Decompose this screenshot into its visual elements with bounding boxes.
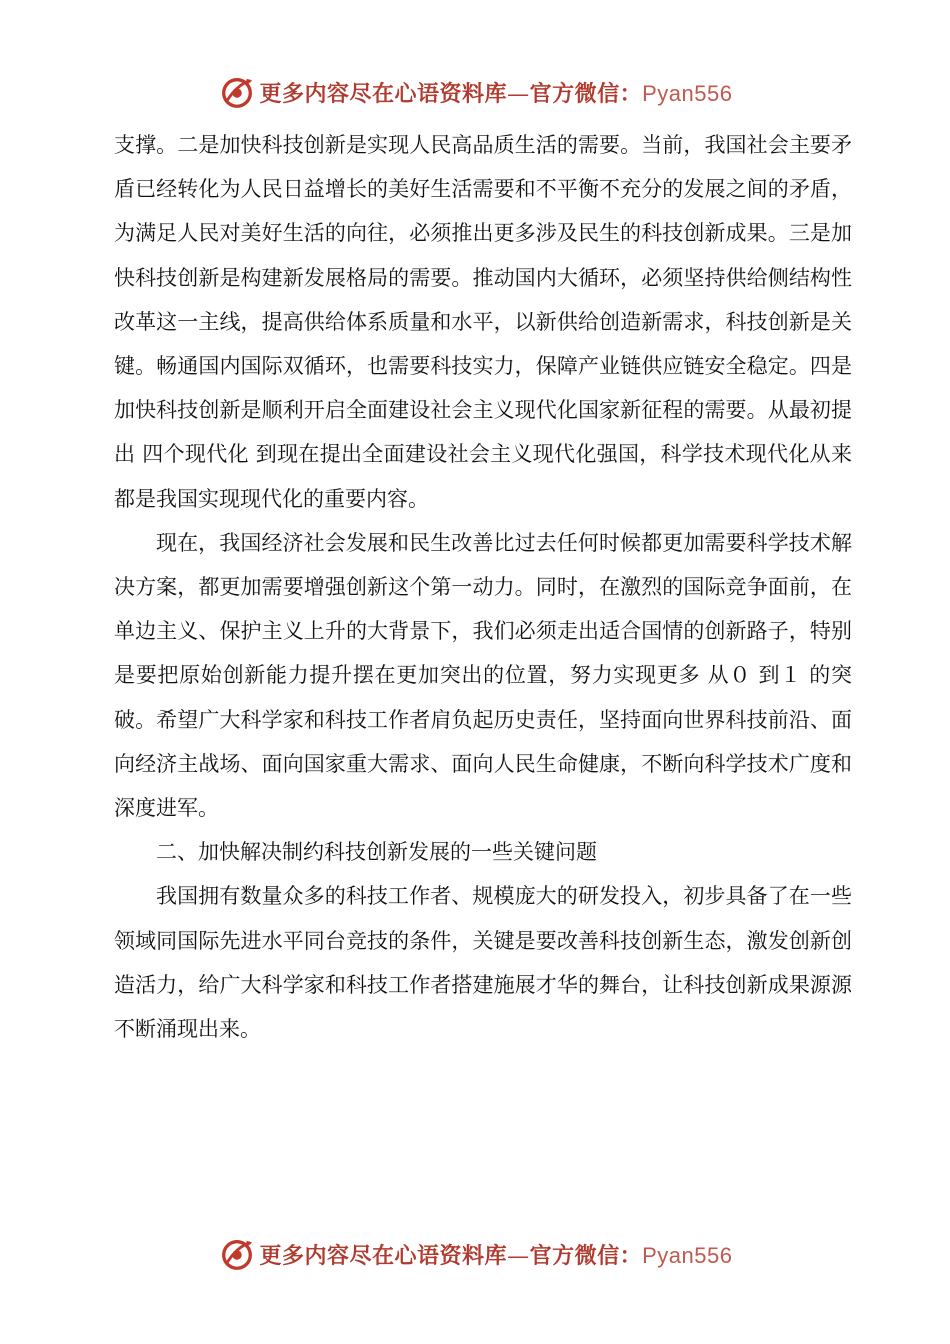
footer-banner-dash: — (507, 1243, 530, 1269)
logo-icon (218, 1235, 256, 1273)
header-banner-text (260, 77, 733, 108)
document-body (114, 123, 852, 1051)
footer-banner-text (260, 1239, 733, 1270)
header-banner-dash: — (507, 81, 530, 107)
paragraph-3: 我国拥有数量众多的科技工作者、规模庞大的研发投入，初步具备了在一些领域同国际先进水平同台竞技的条件，关键是要改善科技创新生态，激发创新创造活力，给广大科学家和科技工作者搭建施展才华的舞台，让科技创新成果源源不断涌现出来。 (114, 884, 852, 1042)
paragraph-2: 现在，我国经济社会发展和民生改善比过去任何时候都更加需要科学技术解决方案，都更加需要增强创新这个第一动力。同时，在激烈的国际竞争面前，在单边主义、保护主义上升的大背景下，我们必须走出适合国情的创新路子，特别是要把原始创新能力提升摆在更加突出的位置，努力实现更多 从０ 到１ 的突破。希望广大科学家和科技工作者肩负起历史责任，坚持面向世界科技前沿、面向经济主战场、面向国家重大需求、面向人民生命健康，不断向科学技术广度和深度进军。 (114, 530, 852, 821)
header-banner-wechat-label: 官方微信： (529, 80, 643, 107)
footer-banner (0, 1232, 950, 1276)
logo-icon (218, 73, 256, 111)
header-banner-main: 更多内容尽在心语资料库 (259, 80, 508, 107)
footer-banner-wechat-id: Pyan556 (642, 1242, 733, 1268)
footer-banner-wechat-label: 官方微信： (529, 1242, 643, 1269)
footer-banner-main: 更多内容尽在心语资料库 (259, 1242, 508, 1269)
section-heading: 二、加快解决制约科技创新发展的一些关键问题 (156, 840, 597, 865)
paragraph-1: 支撑。二是加快科技创新是实现人民高品质生活的需要。当前，我国社会主要矛盾已经转化为人民日益增长的美好生活需要和不平衡不充分的发展之间的矛盾，为满足人民对美好生活的向往，必须推出更多涉及民生的科技创新成果。三是加快科技创新是构建新发展格局的需要。推动国内大循环，必须坚持供给侧结构性改革这一主线，提高供给体系质量和水平，以新供给创造新需求，科技创新是关键。畅通国内国际双循环，也需要科技实力，保障产业链供应链安全稳定。四是加快科技创新是顺利开启全面建设社会主义现代化国家新征程的需要。从最初提出 四个现代化 到现在提出全面建设社会主义现代化强国，科学技术现代化从来都是我国实现现代化的重要内容。 (114, 133, 852, 511)
header-banner (0, 70, 950, 114)
header-banner-wechat-id: Pyan556 (642, 80, 733, 106)
